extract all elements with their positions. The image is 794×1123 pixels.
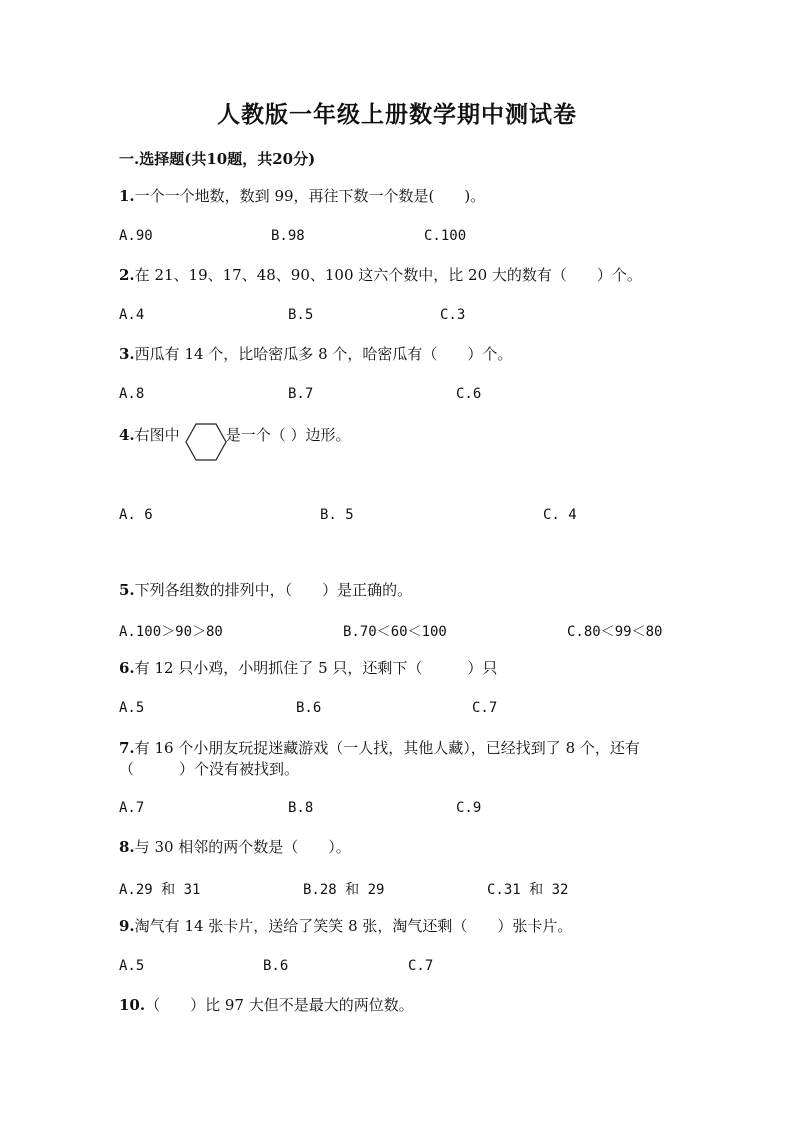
question-number: 2. (119, 266, 135, 284)
question-number: 5. (119, 581, 135, 599)
question-text: 有 16 个小朋友玩捉迷藏游戏（一人找，其他人藏），已经找到了 8 个，还有 (134, 739, 640, 757)
question-text: 淘气有 14 张卡片，送给了笑笑 8 张，淘气还剩（ ）张卡片。 (134, 917, 573, 935)
question-number: 8. (119, 838, 135, 856)
question-text-before: 右图中 (134, 426, 180, 444)
question-2 (119, 264, 642, 286)
option-c: C.7 (408, 958, 434, 974)
option-a: A.8 (119, 386, 145, 402)
option-b: B.70＜60＜100 (343, 624, 447, 640)
page-title: 人教版一年级上册数学期中测试卷 (217, 101, 577, 128)
option-b: B.98 (271, 228, 305, 244)
option-a: A.90 (119, 228, 153, 244)
question-6 (119, 657, 497, 679)
question-text: 西瓜有 14 个，比哈密瓜多 8 个，哈密瓜有（ ）个。 (134, 345, 513, 363)
hexagon-figure (185, 422, 227, 462)
question-8 (119, 836, 351, 858)
question-3 (119, 343, 512, 365)
question-text: 与 30 相邻的两个数是（ ）。 (134, 838, 351, 856)
option-b: B. 5 (320, 507, 354, 523)
option-a: A.4 (119, 307, 145, 323)
option-c: C.3 (440, 307, 466, 323)
question-number: 4. (119, 426, 135, 444)
question-number: 6. (119, 659, 135, 677)
option-a: A.100＞90＞80 (119, 624, 223, 640)
question-9 (119, 915, 572, 937)
question-number: 3. (119, 345, 135, 363)
option-c: C.9 (456, 800, 482, 816)
option-c: C. 4 (543, 507, 577, 523)
option-b: B.5 (288, 307, 314, 323)
option-c: C.100 (424, 228, 467, 244)
question-4 (119, 424, 350, 446)
section-heading: 一.选择题(共10题，共20分) (119, 150, 316, 168)
option-a: A.29 和 31 (119, 882, 201, 898)
option-b: B.6 (263, 958, 289, 974)
question-text: 一个一个地数，数到 99，再往下数一个数是( )。 (134, 187, 486, 205)
question-7-continued: （ ）个没有被找到。 (119, 760, 300, 778)
question-text: （ ）比 97 大但不是最大的两位数。 (145, 996, 414, 1014)
question-10 (119, 994, 414, 1016)
question-number: 9. (119, 917, 135, 935)
question-number: 7. (119, 739, 135, 757)
question-text: 有 12 只小鸡，小明抓住了 5 只，还剩下（ ）只 (134, 659, 498, 677)
option-b: B.8 (288, 800, 314, 816)
option-b: B.7 (288, 386, 314, 402)
question-text: 在 21、19、17、48、90、100 这六个数中，比 20 大的数有（ ）个。 (134, 266, 642, 284)
option-b: B.28 和 29 (303, 882, 385, 898)
option-a: A. 6 (119, 507, 153, 523)
question-text: 下列各组数的排列中，（ ）是正确的。 (134, 581, 413, 599)
question-number: 1. (119, 187, 135, 205)
option-a: A.5 (119, 958, 145, 974)
option-c: C.31 和 32 (487, 882, 569, 898)
option-a: A.7 (119, 800, 145, 816)
option-a: A.5 (119, 700, 145, 716)
question-7 (119, 737, 640, 759)
question-1 (119, 185, 485, 207)
option-c: C.7 (472, 700, 498, 716)
option-c: C.6 (456, 386, 482, 402)
question-5 (119, 579, 412, 601)
option-b: B.6 (296, 700, 322, 716)
option-c: C.80＜99＜80 (567, 624, 663, 640)
question-text-after: 是一个（ ）边形。 (225, 426, 351, 444)
question-number: 10. (119, 996, 146, 1014)
